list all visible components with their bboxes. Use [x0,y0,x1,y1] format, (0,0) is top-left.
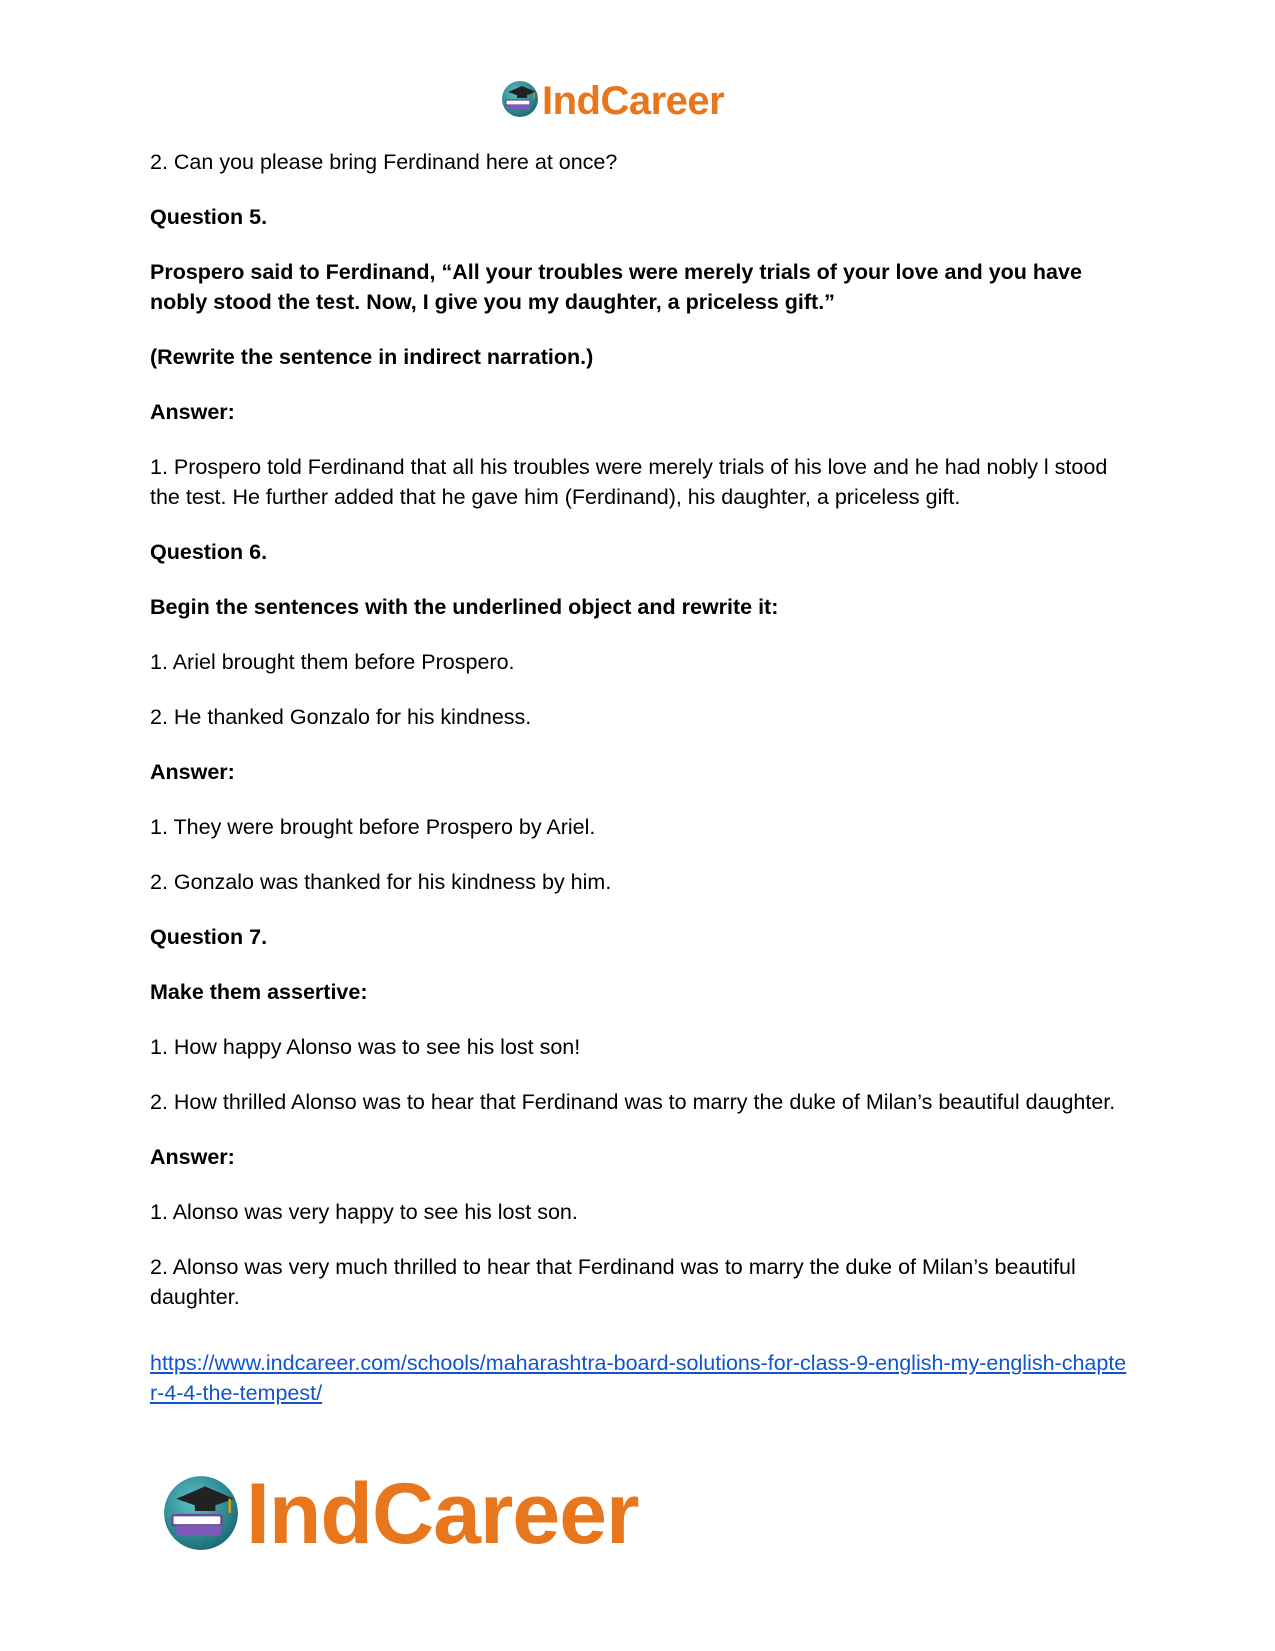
question-7-item-2: 2. How thrilled Alonso was to hear that Ferdinand was to marry the duke of Milan’s beautiful daughter. [150,1090,1116,1114]
question-5-heading: Question 5. [150,205,268,229]
logo-wordmark: IndCareer [246,1465,639,1562]
question-6-item-2: 2. He thanked Gonzalo for his kindness. [150,705,532,729]
graduation-book-globe-icon [160,1470,242,1557]
source-link[interactable]: https://www.indcareer.com/schools/maharashtra-board-solutions-for-class-9-english-my-english-chapter-4-4-the-tempest/ [150,1351,1127,1405]
logo-wordmark: IndCareer [542,78,725,123]
question-5-prompt: Prospero said to Ferdinand, “All your troubles were merely trials of your love and you have nobly stood the test. Now, I give you my daughter, a priceless gift.” [150,260,1082,314]
question-5-answer-1: 1. Prospero told Ferdinand that all his troubles were merely trials of his love and he had nobly l stood the test. He further added that he gave him (Ferdinand), his daughter, a priceless gift. [150,455,1108,509]
graduation-book-globe-icon [500,78,540,123]
question-7-item-1: 1. How happy Alonso was to see his lost son! [150,1035,581,1059]
question-6-instruction: Begin the sentences with the underlined object and rewrite it: [150,595,779,619]
question-5-instruction: (Rewrite the sentence in indirect narration.) [150,345,594,369]
main-content [150,147,1130,1408]
question-7-answer-label: Answer: [150,1145,235,1169]
question-7-answer-2: 2. Alonso was very much thrilled to hear that Ferdinand was to marry the duke of Milan’s beautiful daughter. [150,1255,1076,1309]
question-7-instruction: Make them assertive: [150,980,368,1004]
question-4-answer-line-2: 2. Can you please bring Ferdinand here at once? [150,150,618,174]
header-logo[interactable] [500,78,724,123]
question-7-answer-1: 1. Alonso was very happy to see his lost son. [150,1200,578,1224]
question-6-answer-2: 2. Gonzalo was thanked for his kindness by him. [150,870,612,894]
question-5-answer-label: Answer: [150,400,235,424]
question-6-heading: Question 6. [150,540,268,564]
question-6-item-1: 1. Ariel brought them before Prospero. [150,650,515,674]
footer-logo[interactable] [160,1465,639,1562]
question-6-answer-label: Answer: [150,760,235,784]
question-7-heading: Question 7. [150,925,268,949]
question-6-answer-1: 1. They were brought before Prospero by Ariel. [150,815,596,839]
